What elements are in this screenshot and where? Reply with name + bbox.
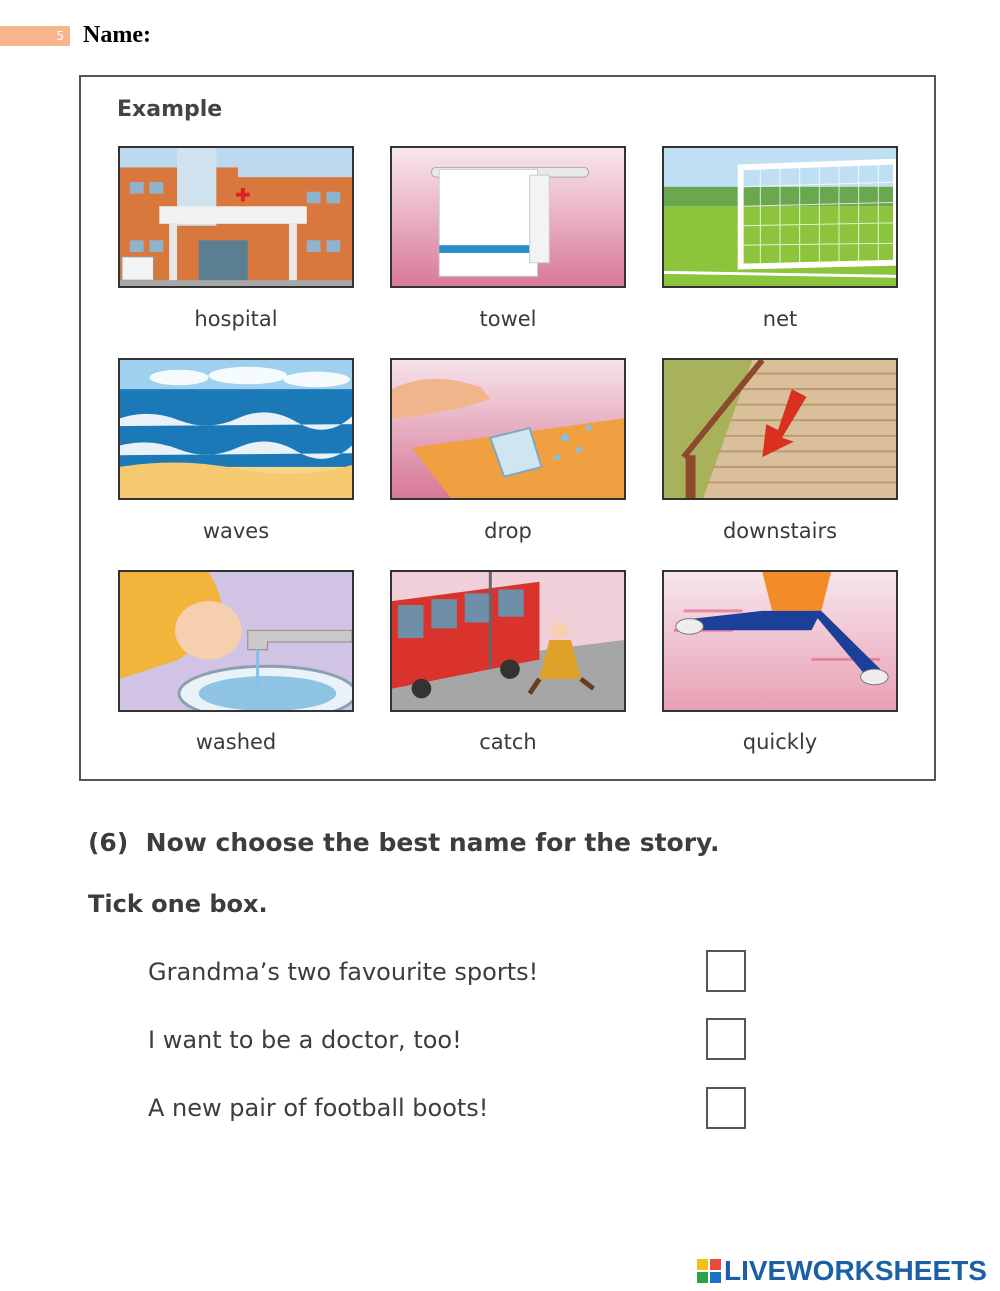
downstairs-picture [662,358,898,500]
word-caption: washed [195,730,277,754]
option-label: A new pair of football boots! [148,1094,489,1122]
example-label: Example [117,97,223,122]
word-caption: net [762,307,798,331]
brand-name: LIVEWORKSHEETS [724,1255,987,1286]
name-label: Name: [83,22,151,48]
page-number-tab [0,26,70,46]
towel-picture [390,146,626,288]
option-checkbox-1[interactable] [706,950,746,992]
option-checkbox-3[interactable] [706,1087,746,1129]
net-picture [662,146,898,288]
instruction-text: Tick one box. [88,890,268,918]
word-caption: hospital [194,307,278,331]
waves-picture [118,358,354,500]
option-label: I want to be a doctor, too! [148,1026,462,1054]
quickly-picture [662,570,898,712]
word-caption: quickly [742,730,818,754]
hospital-picture [118,146,354,288]
catch-picture [390,570,626,712]
liveworksheets-brand [697,1255,987,1287]
page-number: 5 [56,29,64,43]
word-caption: towel [479,307,537,331]
option-checkbox-2[interactable] [706,1018,746,1060]
washed-picture [118,570,354,712]
word-caption: waves [202,519,270,543]
word-caption: catch [479,730,537,754]
word-caption: downstairs [722,519,838,543]
word-caption: drop [484,519,532,543]
drop-picture [390,358,626,500]
example-frame [79,75,936,781]
option-label: Grandma’s two favourite sports! [148,958,539,986]
liveworksheets-logo-icon [697,1259,721,1283]
question-text: (6) Now choose the best name for the story. [88,828,720,857]
